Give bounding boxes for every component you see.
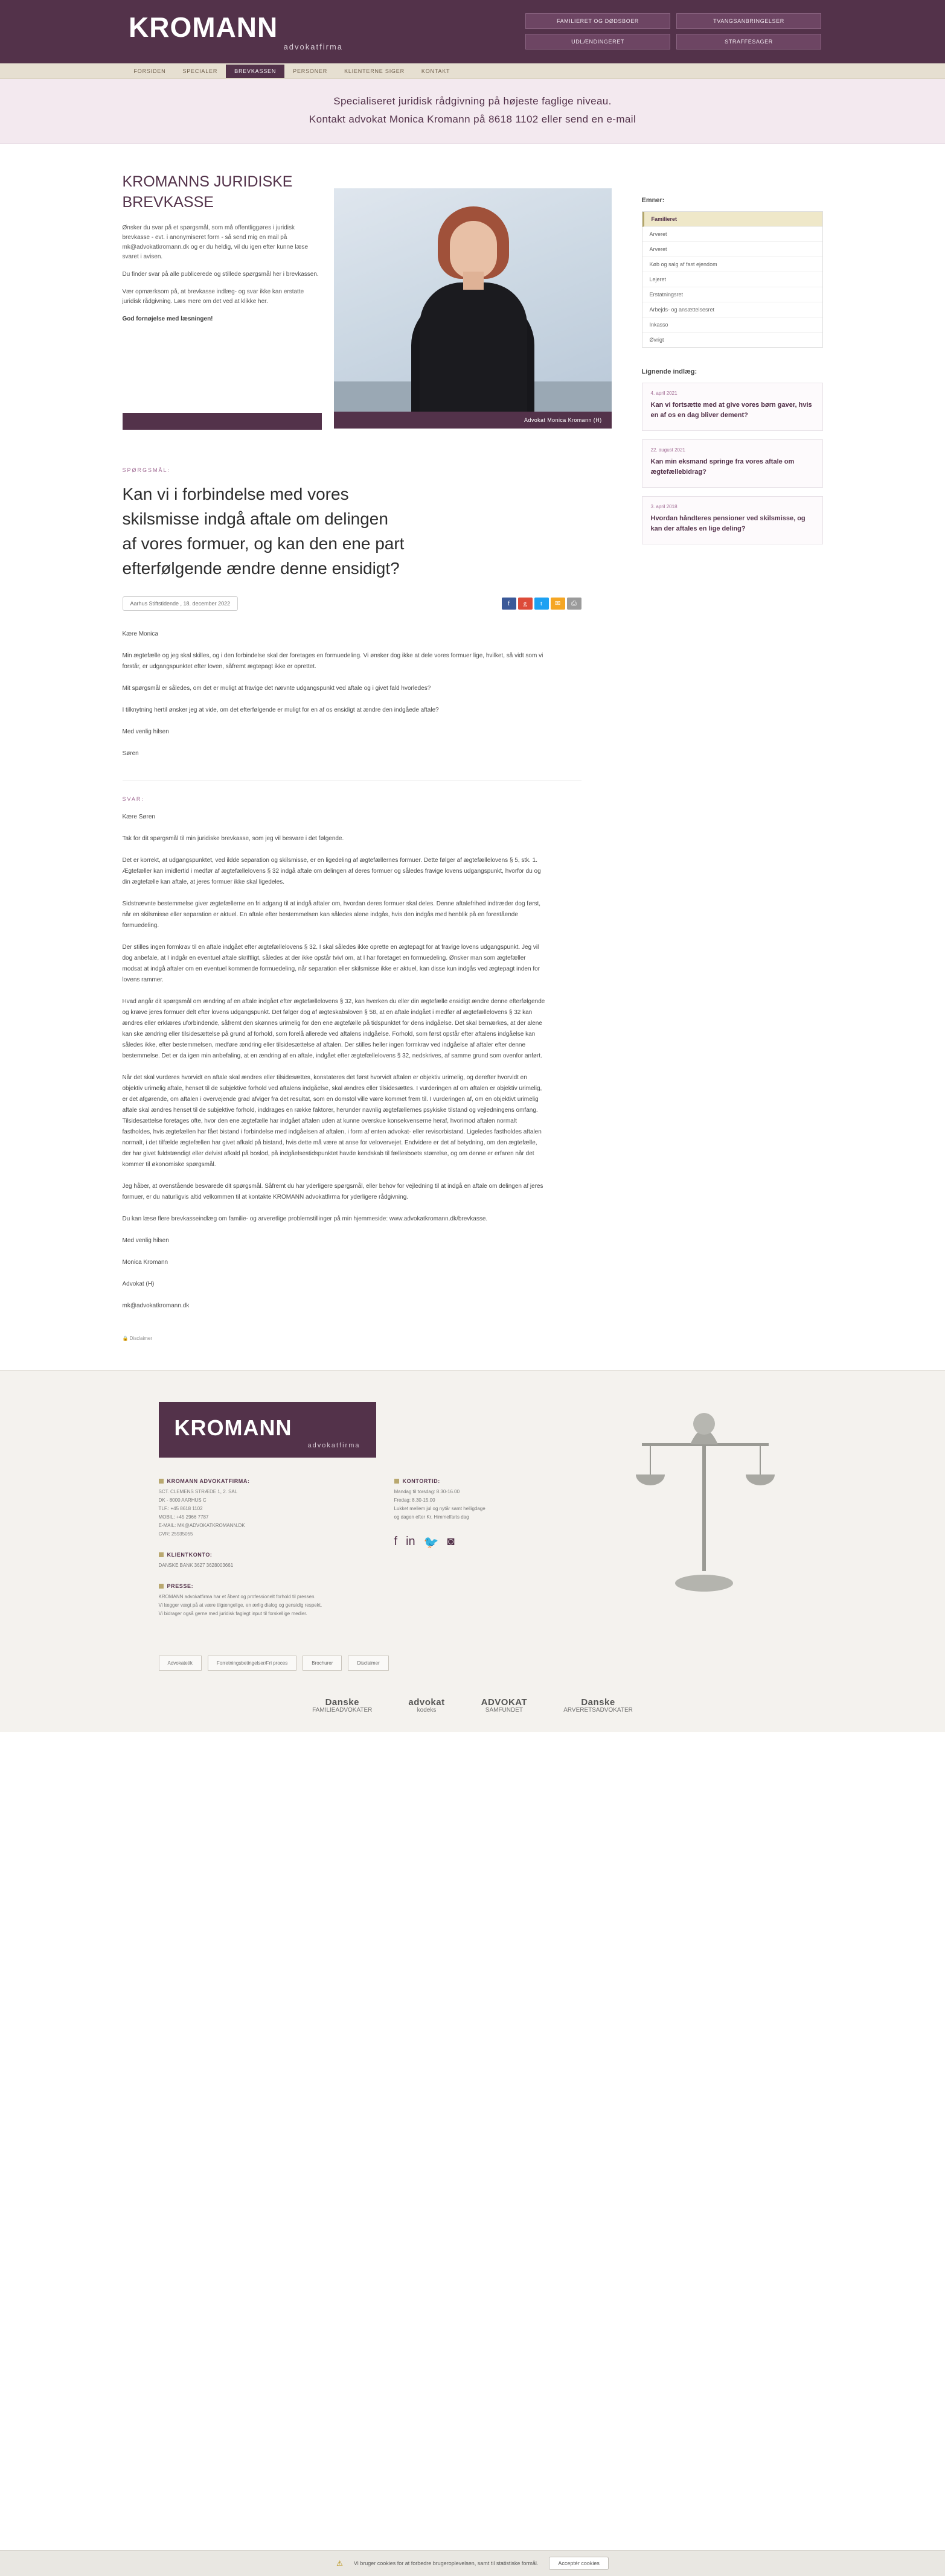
footer-press-heading: PRESSE: xyxy=(167,1583,194,1589)
topics-heading: Emner: xyxy=(641,197,665,204)
sidebar-topic-fast-ejendom[interactable]: Køb og salg af fast ejendom xyxy=(642,257,822,272)
answer-signoff: Med venlig hilsen xyxy=(122,1237,169,1244)
logo-text: KROMANN xyxy=(129,11,278,43)
footer-firm-line-2: DK - 8000 AARHUS C xyxy=(158,1497,207,1503)
hero-accent-bar xyxy=(123,413,322,430)
footer-firm-line-3: TLF.: +45 8618 1102 xyxy=(158,1506,203,1511)
question-greeting: Kære Monica xyxy=(122,631,158,637)
portrait-caption: Advokat Monica Kromann (H) xyxy=(334,412,612,429)
related-post-3[interactable] xyxy=(642,496,823,544)
hero-intro-text xyxy=(123,223,322,324)
bullet-icon xyxy=(394,1479,399,1484)
answer-paragraph-8: Du kan læse flere brevkasseindlæg om familie- og arveretlige problemstillinger på min hjemmeside: www.advokatkromann.dk/brevkasse. xyxy=(122,1216,488,1222)
footer-firm-block xyxy=(159,1478,358,1538)
share-buttons xyxy=(502,598,581,610)
footer-client-account-block xyxy=(159,1552,358,1570)
footer-column-left xyxy=(159,1478,358,1631)
question-title: Kan vi i forbindelse med vores skilsmisse indgå aftale om delingen af vores formuer, og kan den ene part efterfølgende ændre denne ensidigt? xyxy=(122,485,405,578)
google-plus-share-icon[interactable]: g xyxy=(518,598,533,610)
partner-advokatsamfundet[interactable] xyxy=(481,1698,528,1714)
publication-meta: Aarhus Stiftstidende , 18. december 2022 xyxy=(123,596,239,611)
partner-4-name: Danske xyxy=(581,1697,615,1707)
footer-press-line-3: Vi bidrager også gerne med juridisk faglegt input til forskellige medier. xyxy=(158,1611,307,1616)
nav-item-specialer[interactable]: SPECIALER xyxy=(182,68,218,74)
disclaimer-link-row[interactable] xyxy=(123,1336,612,1341)
footer-press-line-1: KROMANN advokatfirma har et åbent og professionelt forhold til pressen. xyxy=(158,1594,316,1599)
sidebar-topic-arveret-1[interactable]: Arveret xyxy=(642,227,822,242)
accept-cookies-button[interactable]: Acceptér cookies xyxy=(549,2557,609,2570)
related-post-3-title: Hvordan håndteres pensioner ved skilsmisse, og kan der aftales en lige deling? xyxy=(650,515,806,532)
promo-line-1: Specialiseret juridisk rådgivning på højeste faglige niveau. xyxy=(333,95,612,107)
nav-item-brevkassen[interactable]: BREVKASSEN xyxy=(226,65,284,78)
partner-logos xyxy=(123,1698,823,1714)
sidebar-topic-arbejdsret[interactable]: Arbejds- og ansættelsesret xyxy=(642,302,822,317)
footer-firm-line-5[interactable]: E-MAIL: MK@ADVOKATKROMANN.DK xyxy=(158,1523,245,1528)
related-post-1[interactable] xyxy=(642,383,823,431)
cookie-consent-bar xyxy=(0,2550,945,2576)
warning-icon: ⚠ xyxy=(336,2559,343,2568)
answer-paragraph-2: Det er korrekt, at udgangspunktet, ved ildde separation og skilsmisse, er en ligedeling af ægtefællernes formuer. Dette følger af ægtefællelovens § 5, stk. 1. Ægtefæller kan imidlertid i medfør af ægtefællelovens § 32 indgå aftale om delingen af deres formuer og således fravige lovens udgangspunkt, hvorfor du og din ægtefælle kan aftale, at jeres formuer ikke skal ligedeles. xyxy=(122,857,541,885)
related-post-3-date: 3. april 2018 xyxy=(650,504,678,509)
partner-2-sub: kodeks xyxy=(417,1707,437,1714)
twitter-share-icon[interactable]: t xyxy=(534,598,549,610)
site-header xyxy=(0,0,945,63)
footer-hours-block xyxy=(394,1478,594,1522)
question-paragraph-1: Min ægtefælle og jeg skal skilles, og i den forbindelse skal der foretages en formuedeling. Vi ønsker dog ikke at dele vores formuer lige, hvilket, så vidt som vi forstår, er udgangspunktet efter loven, såfremt ægtepagt ikke er oprettet. xyxy=(122,652,543,670)
answer-author-email[interactable]: mk@advokatkromann.dk xyxy=(122,1302,190,1309)
site-footer xyxy=(0,1370,945,1732)
related-post-1-title: Kan vi fortsætte med at give vores børn gaver, hvis en af os en dag bliver dement? xyxy=(650,401,812,419)
person-illustration xyxy=(406,206,539,412)
question-paragraph-3: I tilknytning hertil ønsker jeg at vide, om det efterfølgende er muligt for en af os ensidigt at ændre den indgåede aftale? xyxy=(122,707,439,713)
hero-paragraph-2: Du finder svar på alle publicerede og stillede spørgsmål her i brevkassen. xyxy=(122,271,319,278)
footer-logo-subtitle: advokatfirma xyxy=(307,1442,360,1449)
question-kicker: SPØRGSMÅL: xyxy=(122,467,171,473)
related-post-1-date: 4. april 2021 xyxy=(650,391,678,396)
answer-section xyxy=(123,796,612,1341)
facebook-share-icon[interactable]: f xyxy=(502,598,516,610)
footer-button-forretningsbetingelser[interactable]: Forretningsbetingelser/Fri proces xyxy=(208,1656,296,1671)
cta-forced-placement[interactable]: TVANGSANBRINGELSER xyxy=(676,13,821,29)
footer-firm-line-6: CVR: 25935055 xyxy=(158,1531,193,1537)
cta-criminal-cases[interactable]: STRAFFESAGER xyxy=(676,34,821,49)
sidebar-topic-lejeret[interactable]: Lejeret xyxy=(642,272,822,287)
answer-paragraph-4: Der stilles ingen formkrav til en aftale indgået efter ægtefællelovens § 32. I skal således ikke oprette en ægtepagt for at fravige lovens udgangspunkt. Jeg vil dog anbefale, at I indgår en eventuel aftale skriftligt, således at der ikke opstår tvivl om, at I har foretaget en formuedeling. Ønsker man som ægtefæller modsat at indgå aftaler om en eventuel kommende formuedeling, når separation eller skilsmisse ikke er aktuel, kan disse kun indgås ved ægtepagt inden for lovens rammer. xyxy=(122,944,540,983)
print-icon[interactable]: ⎙ xyxy=(567,598,581,610)
hero-closing-line: God fornøjelse med læsningen! xyxy=(122,316,213,322)
footer-firm-heading: KROMANN ADVOKATFIRMA: xyxy=(167,1478,250,1484)
article-meta-row xyxy=(123,596,581,611)
justice-statue-illustration xyxy=(630,1408,787,1607)
footer-client-line-1: DANSKE BANK 3627 3628003661 xyxy=(158,1563,234,1568)
logo-subtitle: advokatfirma xyxy=(283,42,343,51)
footer-buttons xyxy=(159,1656,823,1671)
twitter-icon[interactable]: 🐦 xyxy=(423,1536,439,1549)
cookie-text: Vi bruger cookies for at forbedre brugeroplevelsen, samt til statistiske formål. xyxy=(353,2560,539,2566)
topics-list xyxy=(642,211,823,348)
cta-immigration-law[interactable]: UDLÆNDINGERET xyxy=(525,34,670,49)
sidebar-topic-familieret[interactable]: Familieret xyxy=(642,212,822,227)
facebook-icon[interactable]: f xyxy=(394,1535,398,1548)
sidebar-topic-arveret-2[interactable]: Arveret xyxy=(642,242,822,257)
partner-danske-arveretsadvokater[interactable] xyxy=(563,1698,633,1714)
related-post-2-title: Kan min eksmand springe fra vores aftale om ægtefællebidrag? xyxy=(650,458,795,476)
answer-paragraph-7: Jeg håber, at ovenstående besvarede dit spørgsmål. Såfremt du har yderligere spørgsmål, eller behov for vejledning til at indgå en aftale om delingen af jeres formuer, er du naturligvis altid velkommen til at kontakte KROMANN advokatfirma for yderligere rådgivning. xyxy=(122,1183,543,1200)
main-column xyxy=(123,171,612,1341)
footer-press-block xyxy=(159,1583,358,1618)
partner-2-name: advokat xyxy=(408,1697,445,1707)
question-paragraph-2: Mit spørgsmål er således, om det er muligt at fravige det nævnte udgangspunkt ved aftale og i givet fald hvorledes? xyxy=(122,685,431,692)
bullet-icon xyxy=(159,1584,164,1589)
answer-author-title: Advokat (H) xyxy=(122,1281,155,1287)
social-links xyxy=(394,1535,594,1550)
question-sender-name: Søren xyxy=(122,750,139,757)
promo-banner xyxy=(0,79,945,144)
site-logo[interactable] xyxy=(129,13,352,51)
page-title: KROMANNS JURIDISKE BREVKASSE xyxy=(122,173,293,211)
related-post-2[interactable] xyxy=(642,439,823,488)
main-navigation xyxy=(0,63,945,79)
linkedin-icon[interactable]: in xyxy=(406,1535,415,1548)
related-post-2-date: 22. august 2021 xyxy=(650,447,685,453)
footer-button-advokatetik[interactable]: Advokatetik xyxy=(159,1656,202,1671)
bullet-icon xyxy=(159,1552,164,1557)
footer-press-line-2: Vi lægger vægt på at være tilgængelige, en ærlig dialog og gensidig respekt. xyxy=(158,1602,322,1608)
page-content xyxy=(123,144,823,1341)
hero-paragraph-1: Ønsker du svar på et spørgsmål, som må offentliggøres i juridisk brevkasse - evt. i anonymiseret form - så send mig en mail på mk@advokatkromann.dk og er du heldig, vil du igen efter kunne læse svaret i avisen. xyxy=(122,225,309,260)
question-signoff: Med venlig hilsen xyxy=(122,728,169,735)
partner-1-name: Danske xyxy=(325,1697,359,1707)
answer-paragraph-5: Hvad angår dit spørgsmål om ændring af en aftale indgået efter ægtefællelovens § 32, kan hverken du eller din ægtefælle ensidigt ændre denne efterfølgende og kræve jeres formuer delt efter lovens udgangspunkt. Det følger dog af ægteskabsloven § 58, at en aftale indgået i medfør af ægtefællelovens § 32 kan ændres eller erklæres uforbindende, såfremt den skønnes urimelig for den ene ægtefælle på tidspunktet for dens indgåelse. Det skal bemærkes, at der alene kan ske ændring eller tilsidesættelse på grund af forhold, som forelå allerede ved aftalens indgåelse. Forhold, som først opstår efter aftalens indgåelse kan således ikke, efter bestemmelsen, medføre ændring eller tilsidesættelse af aftalen. Der stilles heller ingen formkrav ved indgåelse af aftaler efter denne bestemmelse. Det er da igen min anbefaling, at en ændring af en aftale, indgået efter ægtefællelovens § 32, nedskrives, af samme grund som ovenfor anført. xyxy=(122,998,545,1059)
footer-logo[interactable] xyxy=(159,1402,376,1458)
cta-family-law[interactable]: FAMILIERET OG DØDSBOER xyxy=(525,13,670,29)
disclaimer-label[interactable]: Disclaimer xyxy=(129,1336,153,1341)
footer-button-disclaimer[interactable]: Disclaimer xyxy=(348,1656,388,1671)
answer-paragraph-1: Tak for dit spørgsmål til min juridiske brevkasse, som jeg vil besvare i det følgende. xyxy=(122,835,344,842)
instagram-icon[interactable]: ◙ xyxy=(447,1535,455,1548)
footer-firm-line-1: SCT. CLEMENS STRÆDE 1, 2. SAL xyxy=(158,1489,238,1494)
partner-advokatkodeks[interactable] xyxy=(408,1698,444,1714)
footer-column-right xyxy=(394,1478,594,1631)
answer-greeting: Kære Søren xyxy=(122,814,155,820)
sidebar-topic-inkasso[interactable]: Inkasso xyxy=(642,317,822,333)
header-cta-group xyxy=(519,13,821,49)
partner-1-sub: FAMILIEADVOKATER xyxy=(312,1707,373,1714)
answer-kicker: SVAR: xyxy=(122,796,144,802)
answer-body xyxy=(123,812,612,1312)
answer-paragraph-3: Sidstnævnte bestemmelse giver ægtefællerne en fri adgang til at indgå aftaler om, hvordan deres formuer skal deles. Denne aftalefrihed indtræder dog først, når en skilsmisse eller separation er aktuel. En aftale efter bestemmelsen kan således alene indgås, hvis den indgås med henblik på en forestående formuedeling. xyxy=(122,901,541,929)
sidebar xyxy=(642,171,823,553)
footer-hours-line-4: og dagen efter Kr. Himmelfarts dag xyxy=(394,1514,469,1520)
partner-4-sub: ARVERETSADVOKATER xyxy=(563,1707,633,1714)
footer-hours-line-1: Mandag til torsdag: 8.30-16.00 xyxy=(394,1489,460,1494)
partner-3-name: ADVOKAT xyxy=(481,1697,528,1707)
partner-3-sub: SAMFUNDET xyxy=(485,1707,524,1714)
hero-section xyxy=(123,171,612,431)
footer-client-heading: KLIENTKONTO: xyxy=(167,1552,213,1558)
question-section xyxy=(123,467,612,759)
lawyer-portrait xyxy=(334,188,612,423)
footer-logo-text: KROMANN xyxy=(174,1415,292,1440)
sidebar-topic-erstatningsret[interactable]: Erstatningsret xyxy=(642,287,822,302)
related-heading: Lignende indlæg: xyxy=(641,368,697,375)
footer-firm-line-4: MOBIL: +45 2966 7787 xyxy=(158,1514,209,1520)
promo-line-2[interactable]: Kontakt advokat Monica Kromann på 8618 1102 eller send en e-mail xyxy=(309,113,636,125)
bullet-icon xyxy=(159,1479,164,1484)
lock-icon: 🔒 xyxy=(122,1336,129,1341)
footer-hours-line-2: Fredag: 8.30-15.00 xyxy=(394,1497,435,1503)
partner-danske-familieadvokater[interactable] xyxy=(312,1698,372,1714)
nav-item-kontakt[interactable]: KONTAKT xyxy=(421,68,450,74)
question-body xyxy=(123,629,612,759)
footer-button-brochurer[interactable]: Brochurer xyxy=(303,1656,342,1671)
email-share-icon[interactable]: ✉ xyxy=(551,598,565,610)
answer-author-name: Monica Kromann xyxy=(122,1259,168,1266)
nav-item-klienterne-siger[interactable]: KLIENTERNE SIGER xyxy=(344,68,405,74)
nav-item-forsiden[interactable]: FORSIDEN xyxy=(133,68,166,74)
hero-paragraph-3: Vær opmærksom på, at brevkasse indlæg- og svar ikke kan erstatte juridisk rådgivning. Læs mere om det ved at klikke her. xyxy=(122,289,304,305)
nav-item-personer[interactable]: PERSONER xyxy=(293,68,328,74)
footer-hours-line-3: Lukket mellem jul og nytår samt helligdage xyxy=(394,1506,485,1511)
answer-paragraph-6: Når det skal vurderes hvorvidt en aftale skal ændres eller tilsidesættes, konstateres det først hvorvidt aftalen er objektiv urimelig, og derefter hvorvidt en objektiv urimelig aftale, henset til de subjektive forhold ved aftalens indgåelse, skal ændres eller tilsidesættes. I vurderingen af om aftalen er objektiv urimelig, er det afgørende, om aftalen i overvejende grad afviger fra det resultat, som en domstol ville være kommet frem til. I vurderingen af, om en objektivt urimelig aftale skal ændres henset til de subjektive forhold, inddrages en række faktorer, herunder navnlig ægtefællernes psykiske tilstand og vejledningens omfang. Tilsidesættelse foretages ofte, hvor den ene ægtefælle har indgået aftalen uden at kunne overskue konsekvenserne heraf, hvorimod aftalen normalt fastholdes, hvis ægtefællen har fået bistand i forbindelse med indgåelsen af aftalen, i form af enten advokat- eller revisorbistand. Ligeledes fastholdes aftalen normalt, i det tilfælde ægtefællen har givet afkald på bistand, hvis dette må være at anse for velovervejet. Endvidere er det af betydning, om den ægtefælle, der har givet fuldstændigt eller delvist afkald på boslod, på indgåelsestidspunktet havde kendskab til fællesboets størrelse, og om denne er erfaren når det kommer til økonomiske spørgsmål. xyxy=(122,1074,542,1168)
footer-hours-heading: KONTORTID: xyxy=(402,1478,440,1484)
sidebar-topic-ovrigt[interactable]: Øvrigt xyxy=(649,337,664,343)
